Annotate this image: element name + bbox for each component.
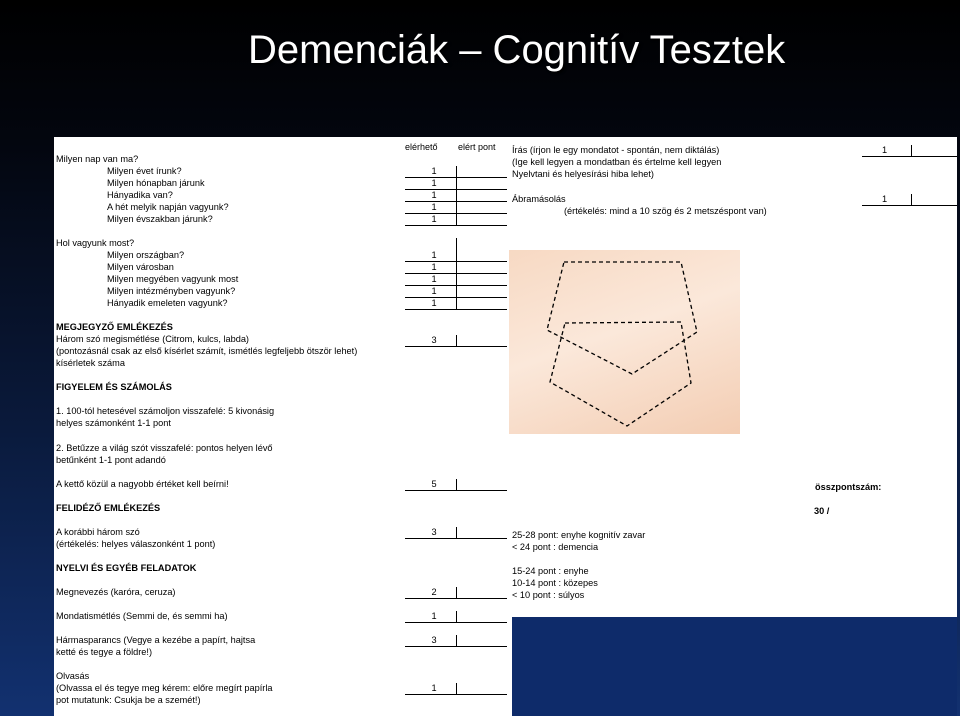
- section-attention: FIGYELEM ÉS SZÁMOLÁS: [56, 382, 172, 392]
- pentagon-lower: [550, 322, 691, 426]
- severity-mild: 15-24 pont : enyhe: [512, 566, 589, 576]
- background-panel: [512, 617, 957, 716]
- score-range-dementia: < 24 pont : demencia: [512, 542, 599, 552]
- question-month: Milyen hónapban járunk: [107, 178, 205, 188]
- column-header-max: elérhető: [405, 142, 438, 152]
- points-city: 1: [431, 262, 437, 272]
- score-range-mild-cognitive: 25-28 pont: enyhe kognitív zavar: [512, 530, 646, 540]
- attention-best-note: A kettő közül a nagyobb értéket kell beírni!: [56, 479, 229, 489]
- mmse-form: [54, 137, 957, 716]
- points-year: 1: [431, 166, 437, 176]
- points-repetition: 1: [431, 611, 437, 621]
- score-line: [862, 205, 957, 206]
- registration-text: Három szó megismétlése (Citrom, kulcs, labda): [56, 334, 249, 344]
- score-line: [862, 156, 957, 157]
- naming-task: Megnevezés (karóra, ceruza): [56, 587, 176, 597]
- pentagon-upper: [547, 262, 697, 374]
- question-year: Milyen évet írunk?: [107, 166, 182, 176]
- reading-instruction: (Olvassa el és tegye meg kérem: előre megírt papírla: [56, 683, 273, 693]
- writing-rule-cont: Nyelvtani és helyesírási hiba lehet): [512, 169, 654, 179]
- writing-rule: (Ige kell legyen a mondatban és értelme kell legyen: [512, 157, 722, 167]
- command-task-cont: ketté és tegye a földre!): [56, 647, 153, 657]
- score-divider: [456, 335, 457, 347]
- points-floor: 1: [431, 298, 437, 308]
- question-city: Milyen városban: [107, 262, 174, 272]
- registration-note: (pontozásnál csak az első kísérlet számít, ismétlés legfeljebb ötször lehet): [56, 346, 358, 356]
- command-task: Hármasparancs (Vegye a kezébe a papírt, hajtsa: [56, 635, 256, 645]
- recall-text: A korábbi három szó: [56, 527, 140, 537]
- severity-moderate: 10-14 pont : közepes: [512, 578, 598, 588]
- question-date: Hányadika van?: [107, 190, 173, 200]
- copy-scoring: (értékelés: mind a 10 szög és 2 metszéspont van): [564, 206, 767, 216]
- points-copy: 1: [882, 194, 888, 204]
- section-language: NYELVI ÉS EGYÉB FELADATOK: [56, 563, 197, 573]
- question-county: Milyen megyében vagyunk most: [107, 274, 239, 284]
- repetition-task: Mondatismétlés (Semmi de, és semmi ha): [56, 611, 228, 621]
- points-reading: 1: [431, 683, 437, 693]
- total-value: 30 /: [814, 506, 830, 516]
- score-divider: [456, 611, 457, 623]
- attention-task-2: 2. Betűzze a világ szót visszafelé: pontos helyen lévő: [56, 443, 273, 453]
- question-where: Hol vagyunk most?: [56, 238, 135, 248]
- column-header-earned: elért pont: [458, 142, 496, 152]
- copy-task: Ábramásolás: [512, 194, 566, 204]
- section-registration: MEGJEGYZŐ EMLÉKEZÉS: [56, 322, 173, 332]
- points-command: 3: [431, 635, 437, 645]
- reading-task: Olvasás: [56, 671, 90, 681]
- registration-attempts: kísérletek száma: [56, 358, 125, 368]
- question-country: Milyen országban?: [107, 250, 185, 260]
- score-divider: [456, 683, 457, 695]
- question-institution: Milyen intézményben vagyunk?: [107, 286, 236, 296]
- pentagons-figure: [509, 250, 740, 434]
- points-writing: 1: [882, 145, 888, 155]
- score-divider: [456, 166, 457, 226]
- points-weekday: 1: [431, 202, 437, 212]
- writing-task: Írás (írjon le egy mondatot - spontán, nem diktálás): [512, 145, 720, 155]
- score-divider: [456, 238, 457, 310]
- question-weekday: A hét melyik napján vagyunk?: [107, 202, 229, 212]
- severity-severe: < 10 pont : súlyos: [512, 590, 585, 600]
- reading-instruction-cont: pot mutatunk: Csukja be a szemét!): [56, 695, 201, 705]
- points-county: 1: [431, 274, 437, 284]
- points-month: 1: [431, 178, 437, 188]
- score-divider: [456, 587, 457, 599]
- points-attention: 5: [431, 479, 437, 489]
- slide-title: Demenciák – Cognitív Tesztek: [248, 28, 786, 72]
- points-registration: 3: [431, 335, 437, 345]
- question-floor: Hányadik emeleten vagyunk?: [107, 298, 228, 308]
- question-season: Milyen évszakban járunk?: [107, 214, 213, 224]
- attention-task-1-scoring: helyes számonként 1-1 pont: [56, 418, 171, 428]
- total-label: összpontszám:: [815, 482, 882, 492]
- score-divider: [911, 145, 912, 157]
- attention-task-1: 1. 100-tól hetesével számoljon visszafelé: 5 kivonásig: [56, 406, 275, 416]
- points-recall: 3: [431, 527, 437, 537]
- pentagon-drawing: [509, 250, 740, 434]
- points-season: 1: [431, 214, 437, 224]
- points-country: 1: [431, 250, 437, 260]
- score-divider: [456, 635, 457, 647]
- score-divider: [456, 527, 457, 539]
- points-date: 1: [431, 190, 437, 200]
- section-recall: FELIDÉZŐ EMLÉKEZÉS: [56, 503, 161, 513]
- attention-task-2-scoring: betűnként 1-1 pont adandó: [56, 455, 166, 465]
- score-divider: [456, 479, 457, 491]
- recall-scoring: (értékelés: helyes válaszonként 1 pont): [56, 539, 216, 549]
- points-institution: 1: [431, 286, 437, 296]
- score-divider: [911, 194, 912, 206]
- question-day: Milyen nap van ma?: [56, 154, 139, 164]
- points-naming: 2: [431, 587, 437, 597]
